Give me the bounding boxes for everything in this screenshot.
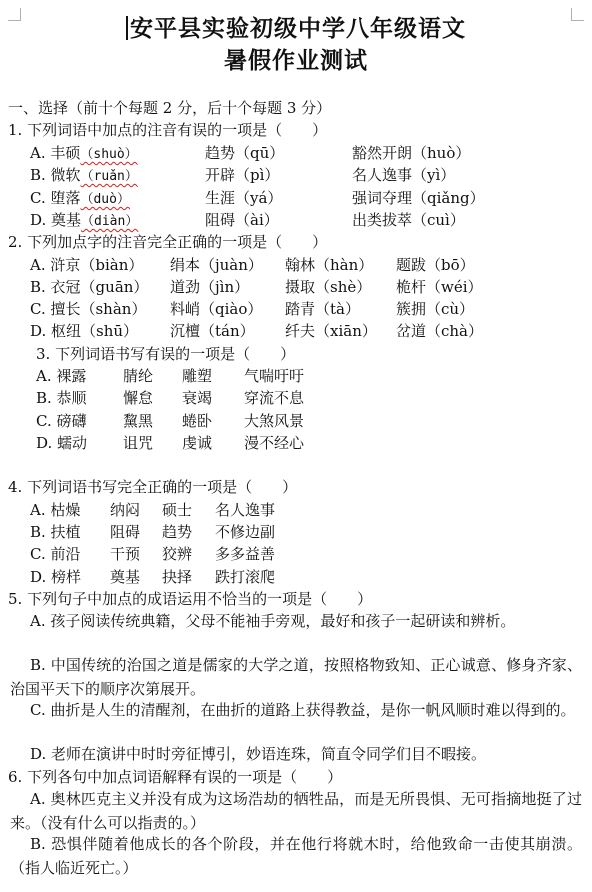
q4-a-col1: A. 枯燥 — [30, 501, 81, 519]
q1-b-pinyin: （ruǎn） — [80, 169, 138, 184]
q4-a-col4: 名人逸事 — [215, 501, 276, 519]
q2-b-col1: B. 衣冠（guān） — [30, 278, 149, 296]
q2-b-col4: 桅杆（wéi） — [396, 278, 483, 296]
question-3-stem: 3. 下列词语书写有误的一项是（ ） — [36, 345, 296, 363]
q1-d-word2: 阻碍（ài） — [205, 211, 279, 229]
title-line-1: 安平县实验初级中学八年级语文 — [130, 15, 466, 42]
q2-b-col2: 道劲（jìn） — [170, 278, 250, 296]
page-title — [0, 10, 592, 43]
q4-c-col1: C. 前沿 — [30, 545, 81, 563]
q2-a-col4: 题跋（bō） — [396, 256, 475, 274]
q4-c-col3: 狡辨 — [162, 545, 193, 563]
q5-option-b: B. 中国传统的治国之道是儒家的大学之道，按照格物致知、正心诚意、修身齐家、治国平天下的顺序次第展开。 — [10, 656, 582, 698]
q1-d-word3: 出类拔萃（cuì） — [352, 211, 465, 229]
question-6-stem: 6. 下列各句中加点词语解释有误的一项是（ ） — [8, 768, 343, 786]
q2-a-col2: 绢本（juàn） — [170, 256, 263, 274]
q1-a-pinyin: （shuò） — [80, 147, 138, 162]
q4-b-col4: 不修边副 — [215, 523, 276, 541]
q3-a-col2: 腈纶 — [123, 367, 154, 385]
q3-c-col3: 蜷卧 — [182, 412, 213, 430]
q1-c-word3: 强词夺理（qiǎng） — [352, 189, 485, 207]
q3-a-col4: 气喘吁吁 — [244, 367, 305, 385]
q1-c-pinyin: （duò） — [80, 192, 130, 207]
q2-a-col3: 翰林（hàn） — [285, 256, 374, 274]
question-2-stem: 2. 下列加点字的注音完全正确的一项是（ ） — [8, 233, 328, 251]
q3-d-col2: 诅咒 — [123, 434, 154, 452]
q5-option-d: D. 老师在演讲中时时旁征博引，妙语连珠，简直令同学们目不暇接。 — [30, 745, 487, 763]
q2-c-col1: C. 擅长（shàn） — [30, 300, 147, 318]
q2-d-col2: 沉檀（tán） — [170, 322, 255, 340]
q4-d-col2: 奠基 — [110, 568, 141, 586]
q3-b-col4: 穿流不息 — [244, 389, 305, 407]
question-4-stem: 4. 下列词语书写完全正确的一项是（ ） — [8, 478, 298, 496]
q1-d-pinyin: （diàn） — [81, 214, 139, 229]
q3-b-col2: 懈怠 — [123, 389, 154, 407]
q1-option-c: C. 堕落（duò） — [30, 189, 130, 207]
q3-a-col1: A. 裸露 — [36, 367, 87, 385]
q4-d-col4: 跌打滚爬 — [215, 568, 276, 586]
q4-b-col3: 趋势 — [162, 523, 193, 541]
q1-c-word2: 生涯（yá） — [205, 189, 283, 207]
q2-d-col1: D. 枢纽（shū） — [30, 322, 139, 340]
q3-d-col1: D. 蠕动 — [36, 434, 88, 452]
q1-option-a: A. 丰硕（shuò） — [30, 144, 138, 162]
q4-b-col1: B. 扶植 — [30, 523, 81, 541]
text-cursor — [126, 16, 128, 40]
question-1-stem: 1. 下列词语中加点的注音有误的一项是（ ） — [8, 121, 328, 139]
q4-d-col1: D. 榜样 — [30, 568, 82, 586]
q4-b-col2: 阻碍 — [110, 523, 141, 541]
q4-c-col2: 干预 — [110, 545, 141, 563]
q1-option-d: D. 奠基（diàn） — [30, 211, 139, 229]
q2-d-col3: 纤夫（xiān） — [285, 322, 377, 340]
q6-option-b: B. 恐惧伴随着他成长的各个阶段，并在他行将就木时，给他致命一击使其崩溃。（指人临近死亡。） — [10, 835, 582, 877]
q3-d-col4: 漫不经心 — [244, 434, 305, 452]
q4-a-col3: 硕士 — [162, 501, 193, 519]
q3-c-col4: 大煞风景 — [244, 412, 305, 430]
q3-c-col2: 黧黑 — [123, 412, 154, 430]
q2-c-col3: 踏青（tà） — [285, 300, 360, 318]
q3-c-col1: C. 磅礴 — [36, 412, 87, 430]
q3-d-col3: 虔诚 — [182, 434, 213, 452]
q1-a-word2: 趋势（qū） — [205, 144, 285, 162]
q3-b-col3: 衰竭 — [182, 389, 213, 407]
q3-b-col1: B. 恭顺 — [36, 389, 87, 407]
q2-c-col4: 簇拥（cù） — [396, 300, 475, 318]
q2-b-col3: 摄取（shè） — [285, 278, 372, 296]
page-subtitle: 暑假作业测试 — [224, 47, 368, 74]
q2-d-col4: 岔道（chà） — [396, 322, 484, 340]
q4-c-col4: 多多益善 — [215, 545, 276, 563]
q3-a-col3: 雕塑 — [182, 367, 213, 385]
q5-option-a: A. 孩子阅读传统典籍，父母不能袖手旁观，最好和孩子一起研读和辨析。 — [30, 612, 516, 630]
q1-a-word3: 豁然开朗（huò） — [352, 144, 471, 162]
section-heading: 一、选择（前十个每题 2 分，后十个每题 3 分） — [8, 99, 332, 117]
q4-d-col3: 抉择 — [162, 568, 193, 586]
q2-a-col1: A. 浒京（biàn） — [30, 256, 144, 274]
q1-b-word3: 名人逸事（yì） — [352, 166, 456, 184]
q1-option-b: B. 微软（ruǎn） — [30, 166, 138, 184]
q4-a-col2: 纳闷 — [110, 501, 141, 519]
q1-b-word2: 开辟（pì） — [205, 166, 280, 184]
q6-option-a: A. 奥林匹克主义并没有成为这场浩劫的牺牲品，而是无所畏惧、无可指摘地挺了过来。（没有什么可以指责的。） — [10, 790, 582, 832]
q5-option-c: C. 曲折是人生的清醒剂，在曲折的道路上获得教益，是你一帆风顺时难以得到的。 — [30, 701, 576, 719]
question-5-stem: 5. 下列句子中加点的成语运用不恰当的一项是（ ） — [8, 590, 373, 608]
q2-c-col2: 料峭（qiào） — [170, 300, 263, 318]
